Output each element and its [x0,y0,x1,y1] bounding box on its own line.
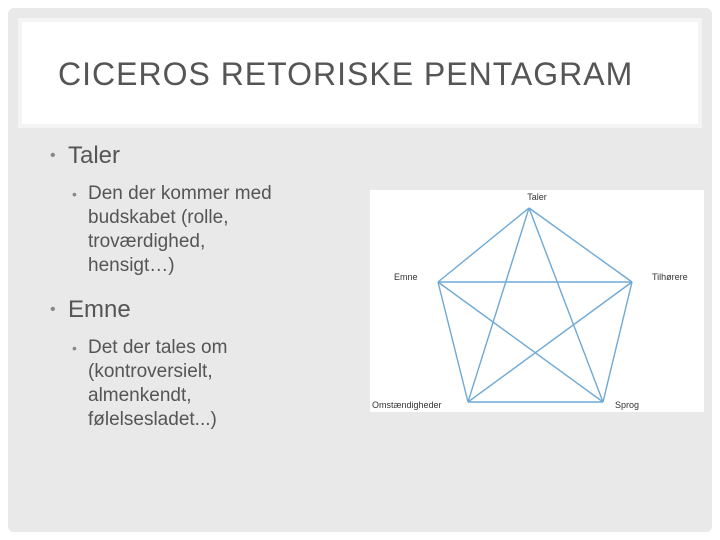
sub-bullet-line: troværdighed, [88,231,206,252]
bullet-list [50,142,350,450]
label-tilhorere: Tilhørere [652,272,688,282]
bullet-taler: • Taler [50,142,350,170]
label-emne: Emne [394,272,418,282]
pentagon-edge [529,208,632,282]
pentagram-diagram [370,190,704,412]
label-omstaendigheder: Omstændigheder [372,400,442,410]
label-taler: Taler [527,192,547,202]
bullet-emne: • Emne [50,296,350,324]
pentagram-lines [438,208,632,402]
slide-title: CICEROS RETORISKE PENTAGRAM [58,56,634,92]
pentagram-svg [370,190,704,412]
title-bar [22,22,698,124]
label-sprog: Sprog [615,400,640,410]
sub-bullet-line: • Det der tales om [88,337,228,358]
sub-bullet-line: hensigt…) [88,255,175,276]
sub-bullet-line: følelsesladet...) [88,409,217,430]
sub-bullet-line: budskabet (rolle, [88,207,229,228]
sub-bullet-line: (kontroversielt, [88,361,213,382]
pentagon-edge [438,208,529,282]
sub-bullet-line: • Den der kommer med [88,183,272,204]
star-line [529,208,603,402]
star-line [438,282,603,402]
sub-bullet-taler [50,182,350,278]
star-line [468,208,529,402]
sub-bullet-line: almenkendt, [88,385,192,406]
sub-bullet-emne [50,336,350,432]
